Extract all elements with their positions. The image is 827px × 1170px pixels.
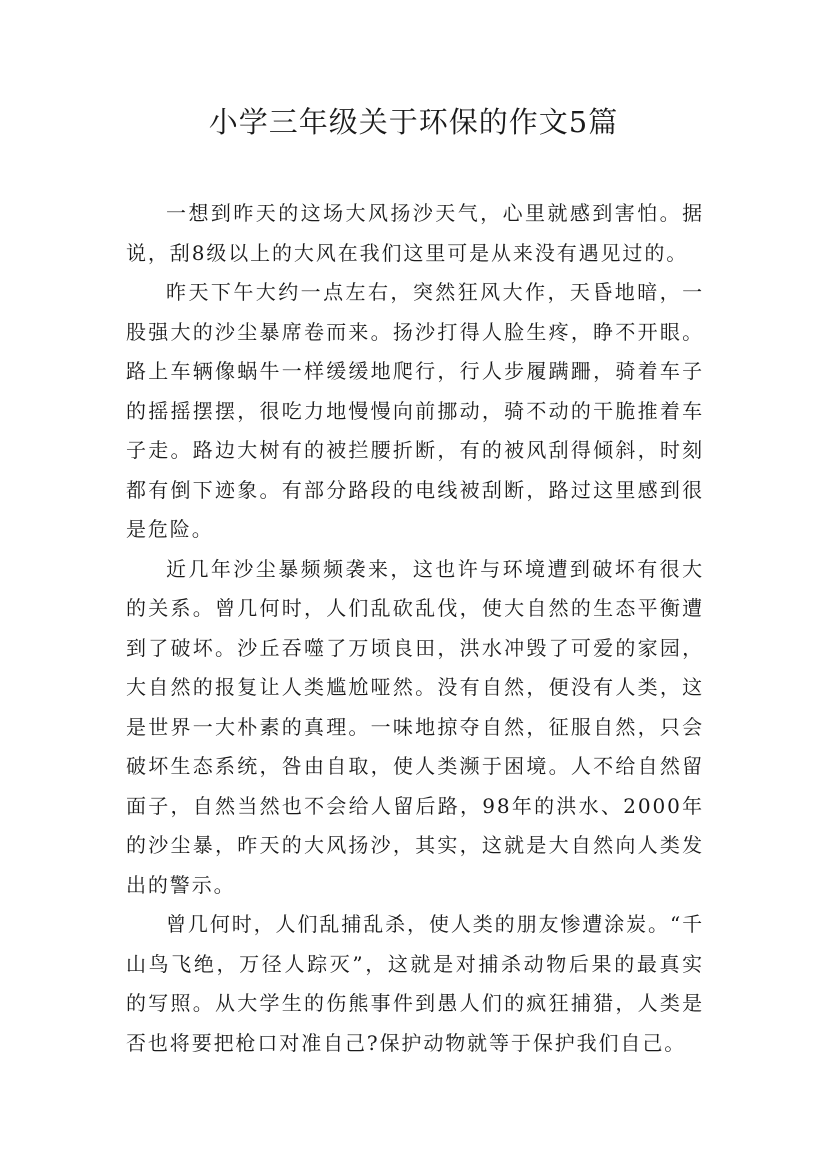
paragraph-2: 昨天下午大约一点左右，突然狂风大作，天昏地暗，一股强大的沙尘暴席卷而来。扬沙打得人脸生疼，睁不开眼。路上车辆像蜗牛一样缓缓地爬行，行人步履蹒跚，骑着车子的摇摇摆摆，很吃力地慢慢向前挪动，骑不动的干脆推着车子走。路边大树有的被拦腰折断，有的被风刮得倾斜，时刻都有倒下迹象。有部分路段的电线被刮断，路过这里感到很是危险。: [126, 280, 704, 541]
paragraph-3: 近几年沙尘暴频频袭来，这也许与环境遭到破坏有很大的关系。曾几何时，人们乱砍乱伐，使大自然的生态平衡遭到了破坏。沙丘吞噬了万顷良田，洪水冲毁了可爱的家园，大自然的报复让人类尴尬哑然。没有自然，便没有人类，这是世界一大朴素的真理。一味地掠夺自然，征服自然，只会破坏生态系统，咎由自取，使人类濒于困境。人不给自然留面子，自然当然也不会给人留后路，98年的洪水、2000年的沙尘暴，昨天的大风扬沙，其实，这就是大自然向人类发出的警示。: [126, 556, 704, 897]
paragraph-4: 曾几何时，人们乱捕乱杀，使人类的朋友惨遭涂炭。“千山鸟飞绝，万径人踪灭”，这就是对捕杀动物后果的最真实的写照。从大学生的伤熊事件到愚人们的疯狂捕猎，人类是否也将要把枪口对准自己?保护动物就等于保护我们自己。: [126, 912, 704, 1055]
paragraph-1: 一想到昨天的这场大风扬沙天气，心里就感到害怕。据说，刮8级以上的大风在我们这里可是从来没有遇见过的。: [126, 201, 704, 265]
document-title: 小学三年级关于环保的作文5篇: [208, 105, 619, 139]
document-body: [126, 194, 704, 1063]
